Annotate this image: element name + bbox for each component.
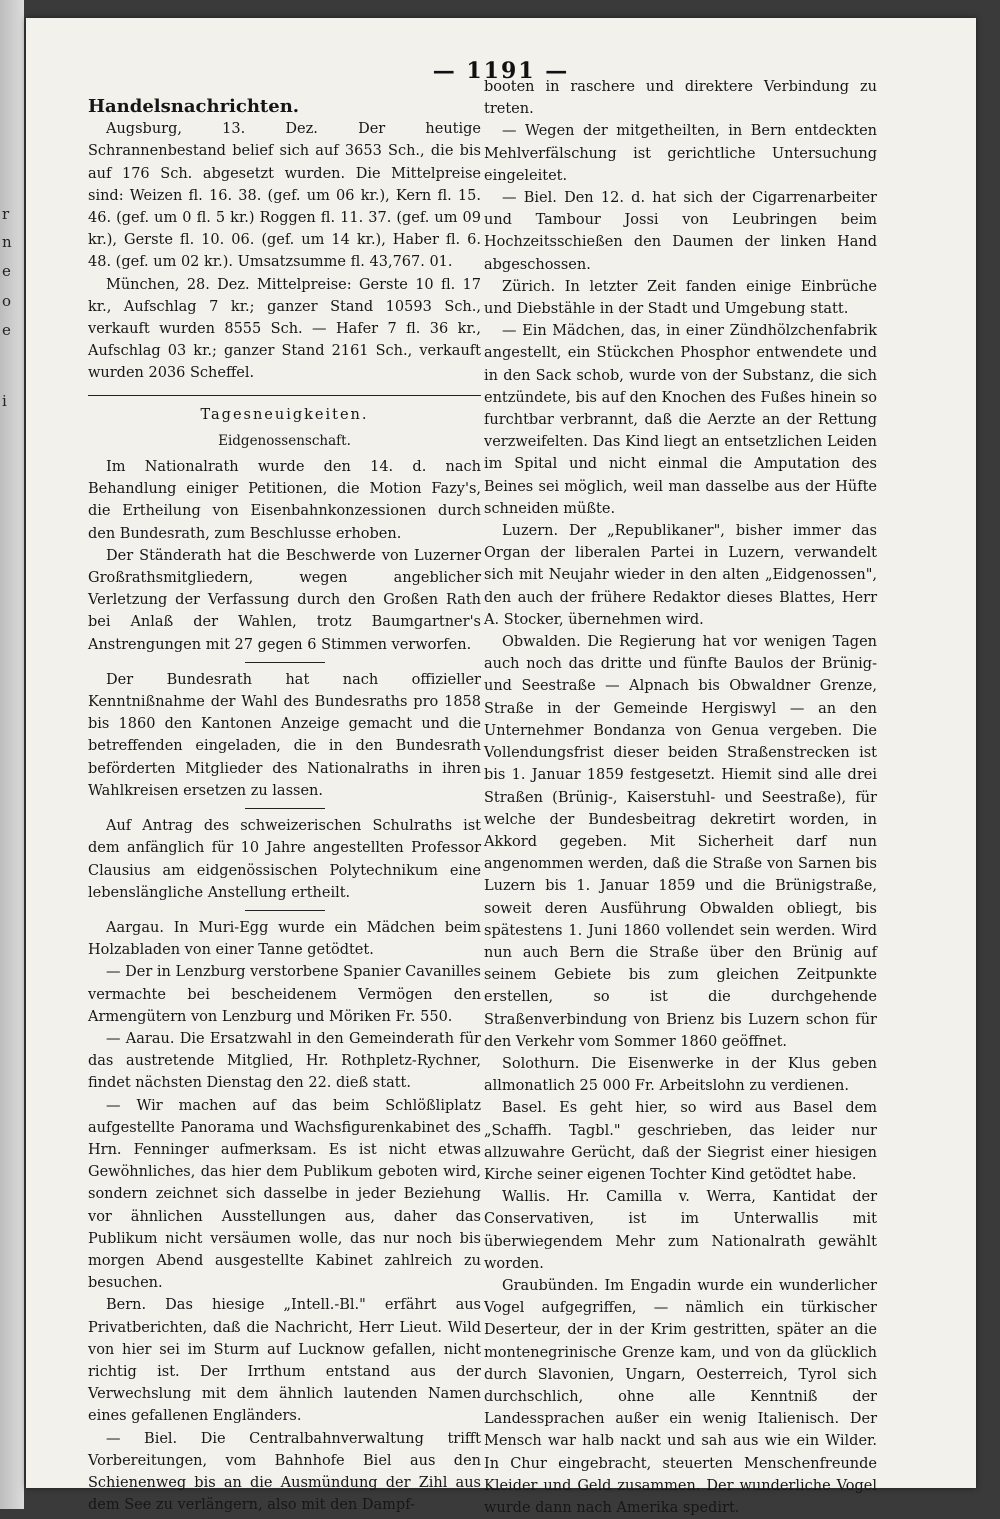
article-maedchen: — Ein Mädchen, das, in einer Zündhölzchenfabrik angestellt, ein Stückchen Phosphor entwendete und in den Sack schob, wurde von der Substanz, die sich entzündete, bis auf den Knochen des Fußes hinein so furchtbar verbrannt, daß die Aerzte an der Rettung verzweifelten. Das Kind liegt an entsetzlichen Leiden im Spital und nicht einmal die Amputation des Beines sei möglich, weil man dasselbe aus der Hüfte schneiden müßte.	[484, 323, 877, 517]
article-schulrath: Auf Antrag des schweizerischen Schulraths ist dem anfänglich für 10 Jahre angestellten Professor Clausius am eidgenössischen Polytechnikum eine lebenslängliche Anstellung ertheilt.	[88, 818, 481, 901]
divider	[245, 808, 325, 809]
margin-letter: i	[2, 392, 7, 410]
newspaper-page	[26, 18, 976, 1516]
margin-letter: o	[2, 292, 12, 310]
divider	[245, 662, 325, 663]
margin-letter: e	[2, 321, 11, 339]
article-graubuenden: Graubünden. Im Engadin wurde ein wunderlicher Vogel aufgegriffen, — nämlich ein türkischer Deserteur, der in der Krim gestritten, später an die montenegrinische Grenze kam, und von da glücklich durch Slavonien, Ungarn, Oesterreich, Tyrol sich durchschlich, ohne alle Kenntniß der Landessprachen außer ein wenig Italienisch. Der Mensch war halb nackt und sah aus wie ein Wilder. In Chur eingebracht, steuerten Menschenfreunde Kleider und Geld zusammen. Der wunderliche Vogel wurde dann nach Amerika spedirt.	[484, 1277, 877, 1516]
left-column	[88, 96, 481, 1516]
article-muenchen: München, 28. Dez. Mittelpreise: Gerste 10 fl. 17 kr., Aufschlag 7 kr.; ganzer Stand 10593 Sch., verkauft wurden 8555 Sch. — Hafer 7 fl. 36 kr., Aufschlag 03 kr.; ganzer Stand 2161 Sch., verkauft wurden 2036 Scheffel.	[88, 276, 481, 382]
article-basel: Basel. Es geht hier, so wird aus Basel dem „Schaffh. Tagbl." geschrieben, das leider nur allzuwahre Gerücht, daß der Siegrist einer hiesigen Kirche seiner eigenen Tochter Kind getödtet habe.	[484, 1100, 877, 1183]
section-heading-news: Tagesneuigkeiten.	[200, 406, 369, 423]
margin-letter: n	[2, 233, 12, 251]
article-bundesrath: Der Bundesrath hat nach offizieller Kenntnißnahme der Wahl des Bundesraths pro 1858 bis 1860 den Kantonen Anzeige gemacht und die betreffenden eingeladen, die in den Bundesrath beförderten Mitglieder des Nationalraths in ihren Wahlkreisen ersetzen zu lassen.	[88, 671, 481, 799]
article-lenzburg: — Der in Lenzburg verstorbene Spanier Cavanilles vermachte bei bescheidenem Vermögen den Armengütern von Lenzburg und Möriken Fr. 550.	[88, 964, 481, 1025]
article-wallis: Wallis. Hr. Camilla v. Werra, Kantidat der Conservativen, ist im Unterwallis mit überwiegendem Mehr zum Nationalrath gewählt worden.	[484, 1189, 877, 1272]
page-number: — 1191 —	[432, 58, 570, 84]
margin-letter: e	[2, 262, 11, 280]
section-heading-trade: Handelsnachrichten.	[88, 96, 300, 117]
article-zuerich: Zürich. In letzter Zeit fanden einige Einbrüche und Diebstähle in der Stadt und Umgebung statt.	[484, 278, 877, 318]
article-biel-2: — Biel. Den 12. d. hat sich der Cigarrenarbeiter und Tambour Jossi von Leubringen beim Hochzeitsschießen den Daumen der linken Hand abgeschossen.	[484, 190, 877, 273]
divider	[245, 910, 325, 911]
subsection-heading: Eidgenossenschaft.	[218, 432, 351, 449]
article-staenderath: Der Ständerath hat die Beschwerde von Luzerner Großrathsmitgliedern, wegen angeblicher Verletzung der Verfassung durch den Großen Rath bei Anlaß der Wahlen, trotz Baumgartner's Anstrengungen mit 27 gegen 6 Stimmen verworfen.	[88, 547, 481, 653]
article-nationalrath: Im Nationalrath wurde den 14. d. nach Behandlung einiger Petitionen, die Motion Fazy's, die Ertheilung von Eisenbahnkonzessionen durch den Bundesrath, zum Beschlusse erhoben.	[88, 459, 481, 542]
section-rule	[88, 395, 481, 396]
article-luzern: Luzern. Der „Republikaner", bisher immer das Organ der liberalen Partei in Luzern, verwandelt sich mit Neujahr wieder in den alten „Eidgenossen", den auch der frühere Redaktor dieses Blattes, Herr A. Stocker, übernehmen wird.	[484, 523, 877, 628]
previous-page-edge	[0, 0, 24, 1509]
article-aarau: — Aarau. Die Ersatzwahl in den Gemeinderath für das austretende Mitglied, Hr. Rothpletz-Rychner, findet nächsten Dienstag den 22. dieß statt.	[88, 1030, 481, 1092]
right-column	[484, 76, 877, 1519]
article-obwalden: Obwalden. Die Regierung hat vor wenigen Tagen auch noch das dritte und fünfte Baulos der Brünig- und Seestraße — Alpnach bis Obwaldner Grenze, Straße in der Gemeinde Hergiswyl — an den Unternehmer Bondanza von Genua vergeben. Die Vollendungsfrist dieser beiden Straßenstrecken ist bis 1. Januar 1859 festgesetzt. Hiemit sind alle drei Straßen (Brünig-, Kaiserstuhl- und Seestraße), für welche der Bundesbeitrag dekretirt worden, in Akkord gegeben. Mit Sicherheit darf nun angenommen werden, daß die Straße von Sarnen bis Luzern bis 1. Januar 1859 und die Brünigstraße, soweit deren Ausführung Obwalden obliegt, bis spätestens 1. Juni 1860 vollendet sein werden. Wird nun auch Bern die Straße über den Brünig auf seinem Gebiete bis zum gleichen Zeitpunkte erstellen, so ist die durchgehende Straßenverbindung von Brienz bis Luzern schon für den Verkehr vom Sommer 1860 geöffnet.	[484, 634, 877, 1050]
article-bern: Bern. Das hiesige „Intell.-Bl." erfährt aus Privatberichten, daß die Nachricht, Herr Lieut. Wild von hier sei im Sturm auf Lucknow gefallen, nicht richtig ist. Der Irrthum entstand aus der Verwechslung mit dem ähnlich lautenden Namen eines gefallenen Engländers.	[88, 1297, 481, 1425]
article-biel: — Biel. Die Centralbahnverwaltung trifft Vorbereitungen, vom Bahnhofe Biel aus den Schienenweg bis an die Ausmündung der Zihl aus dem See zu verlängern, also mit den Dampf-	[88, 1430, 481, 1514]
article-aargau: Aargau. In Muri-Egg wurde ein Mädchen beim Holzabladen von einer Tanne getödtet.	[88, 919, 481, 959]
article-mehl: — Wegen der mitgetheilten, in Bern entdeckten Mehlverfälschung ist gerichtliche Untersuchung eingeleitet.	[484, 123, 877, 184]
article-augsburg: Augsburg, 13. Dez. Der heutige Schrannenbestand belief sich auf 3653 Sch., die bis auf 176 Sch. abgesetzt wurden. Die Mittelpreise sind: Weizen fl. 16. 38. (gef. um 06 kr.), Kern fl. 15. 46. (gef. um 0 fl. 5 kr.) Roggen fl. 11. 37. (gef. um 09 kr.), Gerste fl. 10. 06. (gef. um 14 kr.), Haber fl. 6. 48. (gef. um 02 kr.). Umsatzsumme fl. 43,767. 01.	[88, 121, 481, 271]
margin-letter: r	[2, 205, 10, 223]
article-continuation: booten in raschere und direktere Verbindung zu treten.	[484, 79, 877, 118]
article-solothurn: Solothurn. Die Eisenwerke in der Klus geben allmonatlich 25 000 Fr. Arbeitslohn zu verdienen.	[484, 1055, 877, 1095]
article-panorama: — Wir machen auf das beim Schlößliplatz aufgestellte Panorama und Wachsfigurenkabinet des Hrn. Fenninger aufmerksam. Es ist nicht etwas Gewöhnliches, das hier dem Publikum geboten wird, sondern zeichnet sich dasselbe in jeder Beziehung vor ähnlichen Ausstellungen aus, daher das Publikum nicht versäumen wolle, das nur noch bis morgen Abend ausgestellte Kabinet zahlreich zu besuchen.	[88, 1097, 481, 1292]
